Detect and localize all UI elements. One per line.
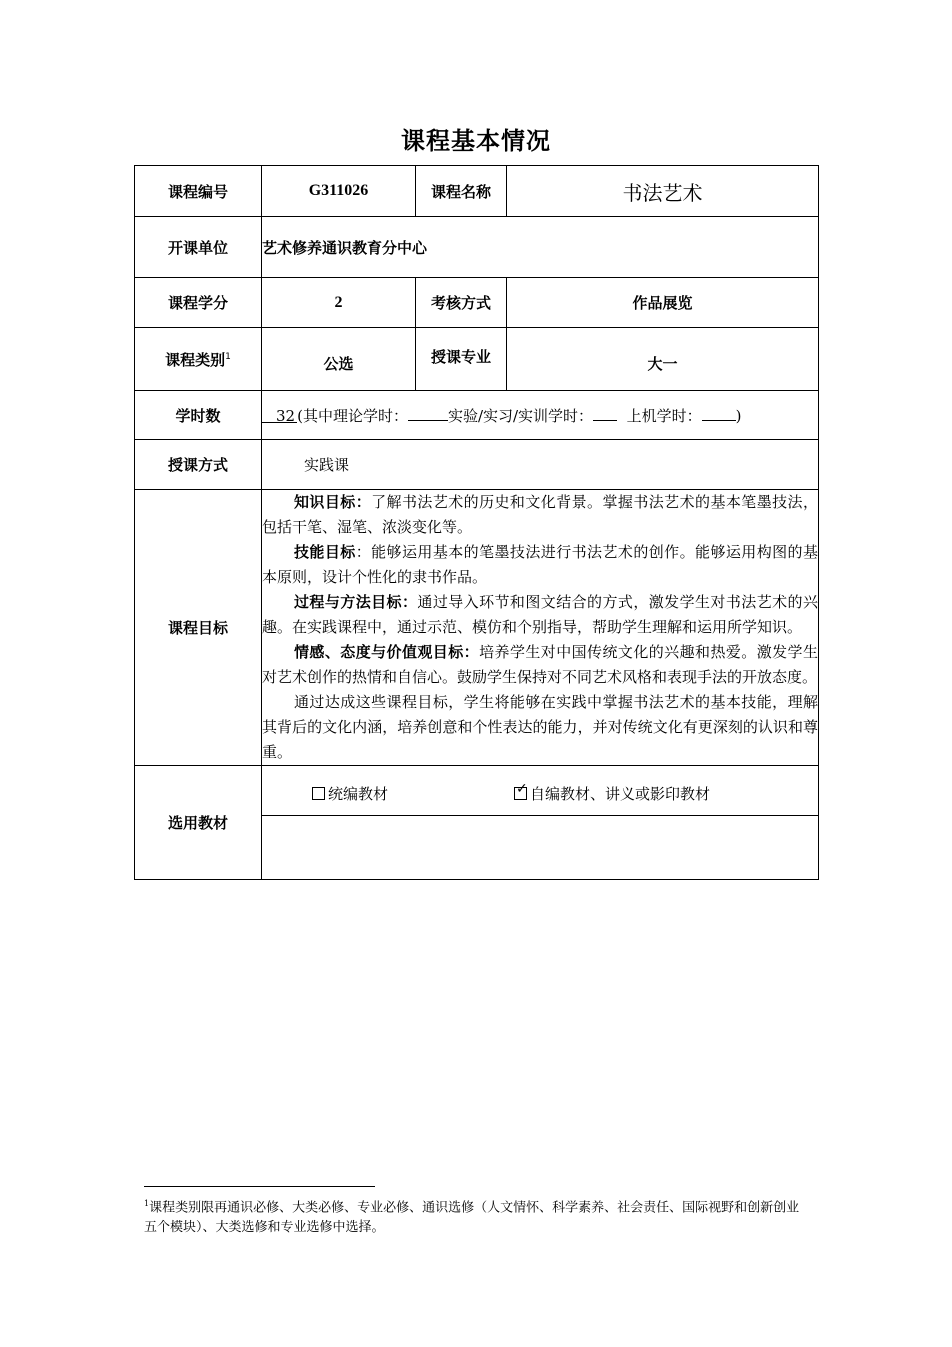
footnote-marker: 1	[225, 351, 231, 362]
objective-text: 通过导入环节和图文结合的方式，激发学生对书法艺术的兴趣。在实践课程中，通过示范、模仿和个别指导，帮助学生理解和运用所学知识。	[262, 593, 818, 636]
computer-hours-blank	[702, 405, 736, 421]
footnote	[144, 1194, 812, 1238]
page-title: 课程基本情况	[401, 127, 551, 155]
objective-text: ：能够运用基本的笔墨技法进行书法艺术的创作。能够运用构图的基本原则，设计个性化的隶书作品。	[262, 543, 818, 586]
course-code-label: 课程编号	[135, 166, 262, 217]
course-name-label: 课程名称	[416, 166, 507, 217]
checked-box-icon[interactable]: ✓	[514, 787, 527, 800]
option-self-label: 自编教材、讲义或影印教材	[530, 785, 711, 803]
objective-text: 培养学生对中国传统文化的兴趣和热爱。激发学生对艺术创作的热情和自信心。鼓励学生保持对不同艺术风格和表现手法的开放态度。	[262, 643, 818, 686]
hours-label: 学时数	[135, 391, 262, 440]
objectives-label: 课程目标	[135, 490, 262, 766]
hours-text-open: (其中理论学时：	[297, 406, 408, 425]
objective-process	[262, 590, 818, 640]
objective-heading: 情感、态度与价值观目标：	[294, 643, 480, 661]
row-method	[135, 440, 819, 490]
option-unified-label: 统编教材	[328, 785, 389, 803]
category-label: 课程类别	[165, 350, 226, 369]
total-hours: 32	[262, 407, 297, 423]
footnote-text: 课程类别限再通识必修、大类必修、专业必修、通识选修（人文情怀、科学素养、社会责任、国际视野和创新创业五个模块）、大类选修和专业选修中选择。	[144, 1200, 800, 1236]
credits-label: 课程学分	[135, 278, 262, 328]
option-unified-textbook[interactable]	[312, 783, 388, 804]
option-self-compiled-textbook[interactable]	[514, 783, 710, 804]
method-label: 授课方式	[135, 440, 262, 490]
hours-text-lab: 实验/实习/实训学时：	[447, 406, 594, 425]
row-hours	[135, 391, 819, 440]
category-value: 公选	[262, 328, 416, 391]
textbook-label: 选用教材	[135, 766, 262, 880]
objective-attitude	[262, 640, 818, 690]
theory-hours-blank	[408, 405, 448, 421]
hours-value	[262, 391, 819, 440]
credits-value: 2	[262, 278, 416, 328]
row-credits	[135, 278, 819, 328]
textbook-content	[262, 766, 819, 880]
department-value: 艺术修养通识教育分中心	[262, 217, 819, 278]
footnote-divider	[144, 1186, 375, 1187]
row-textbook	[135, 766, 819, 880]
footnote-mark: 1	[144, 1199, 150, 1208]
major-value: 大一	[507, 328, 819, 391]
method-value: 实践课	[262, 440, 819, 490]
course-info-table	[134, 165, 819, 880]
course-name-value: 书法艺术	[507, 166, 819, 217]
objective-heading: 过程与方法目标：	[294, 593, 418, 611]
row-objectives	[135, 490, 819, 766]
objective-knowledge	[262, 490, 818, 540]
category-label-cell	[135, 328, 262, 391]
objective-heading: 技能目标	[294, 543, 356, 561]
objectives-content	[262, 490, 819, 766]
row-department	[135, 217, 819, 278]
row-course-code	[135, 166, 819, 217]
major-label: 授课专业	[416, 328, 507, 391]
objective-text: 通过达成这些课程目标，学生将能够在实践中掌握书法艺术的基本技能，理解其背后的文化内涵，培养创意和个性表达的能力，并对传统文化有更深刻的认识和尊重。	[262, 693, 818, 761]
hours-text-computer: 上机学时：	[626, 406, 702, 425]
course-code-value: G311026	[262, 166, 416, 217]
objective-text: 了解书法艺术的历史和文化背景。掌握书法艺术的基本笔墨技法，包括干笔、湿笔、浓淡变化等。	[262, 493, 818, 536]
assessment-label: 考核方式	[416, 278, 507, 328]
department-label: 开课单位	[135, 217, 262, 278]
objective-summary	[262, 690, 818, 765]
objective-heading: 知识目标：	[294, 493, 372, 511]
objective-skill	[262, 540, 818, 590]
lab-hours-blank	[593, 405, 617, 421]
unchecked-box-icon[interactable]	[312, 787, 325, 800]
textbook-options	[262, 766, 818, 816]
row-category	[135, 328, 819, 391]
assessment-value: 作品展览	[507, 278, 819, 328]
hours-text-close: )	[735, 406, 742, 425]
